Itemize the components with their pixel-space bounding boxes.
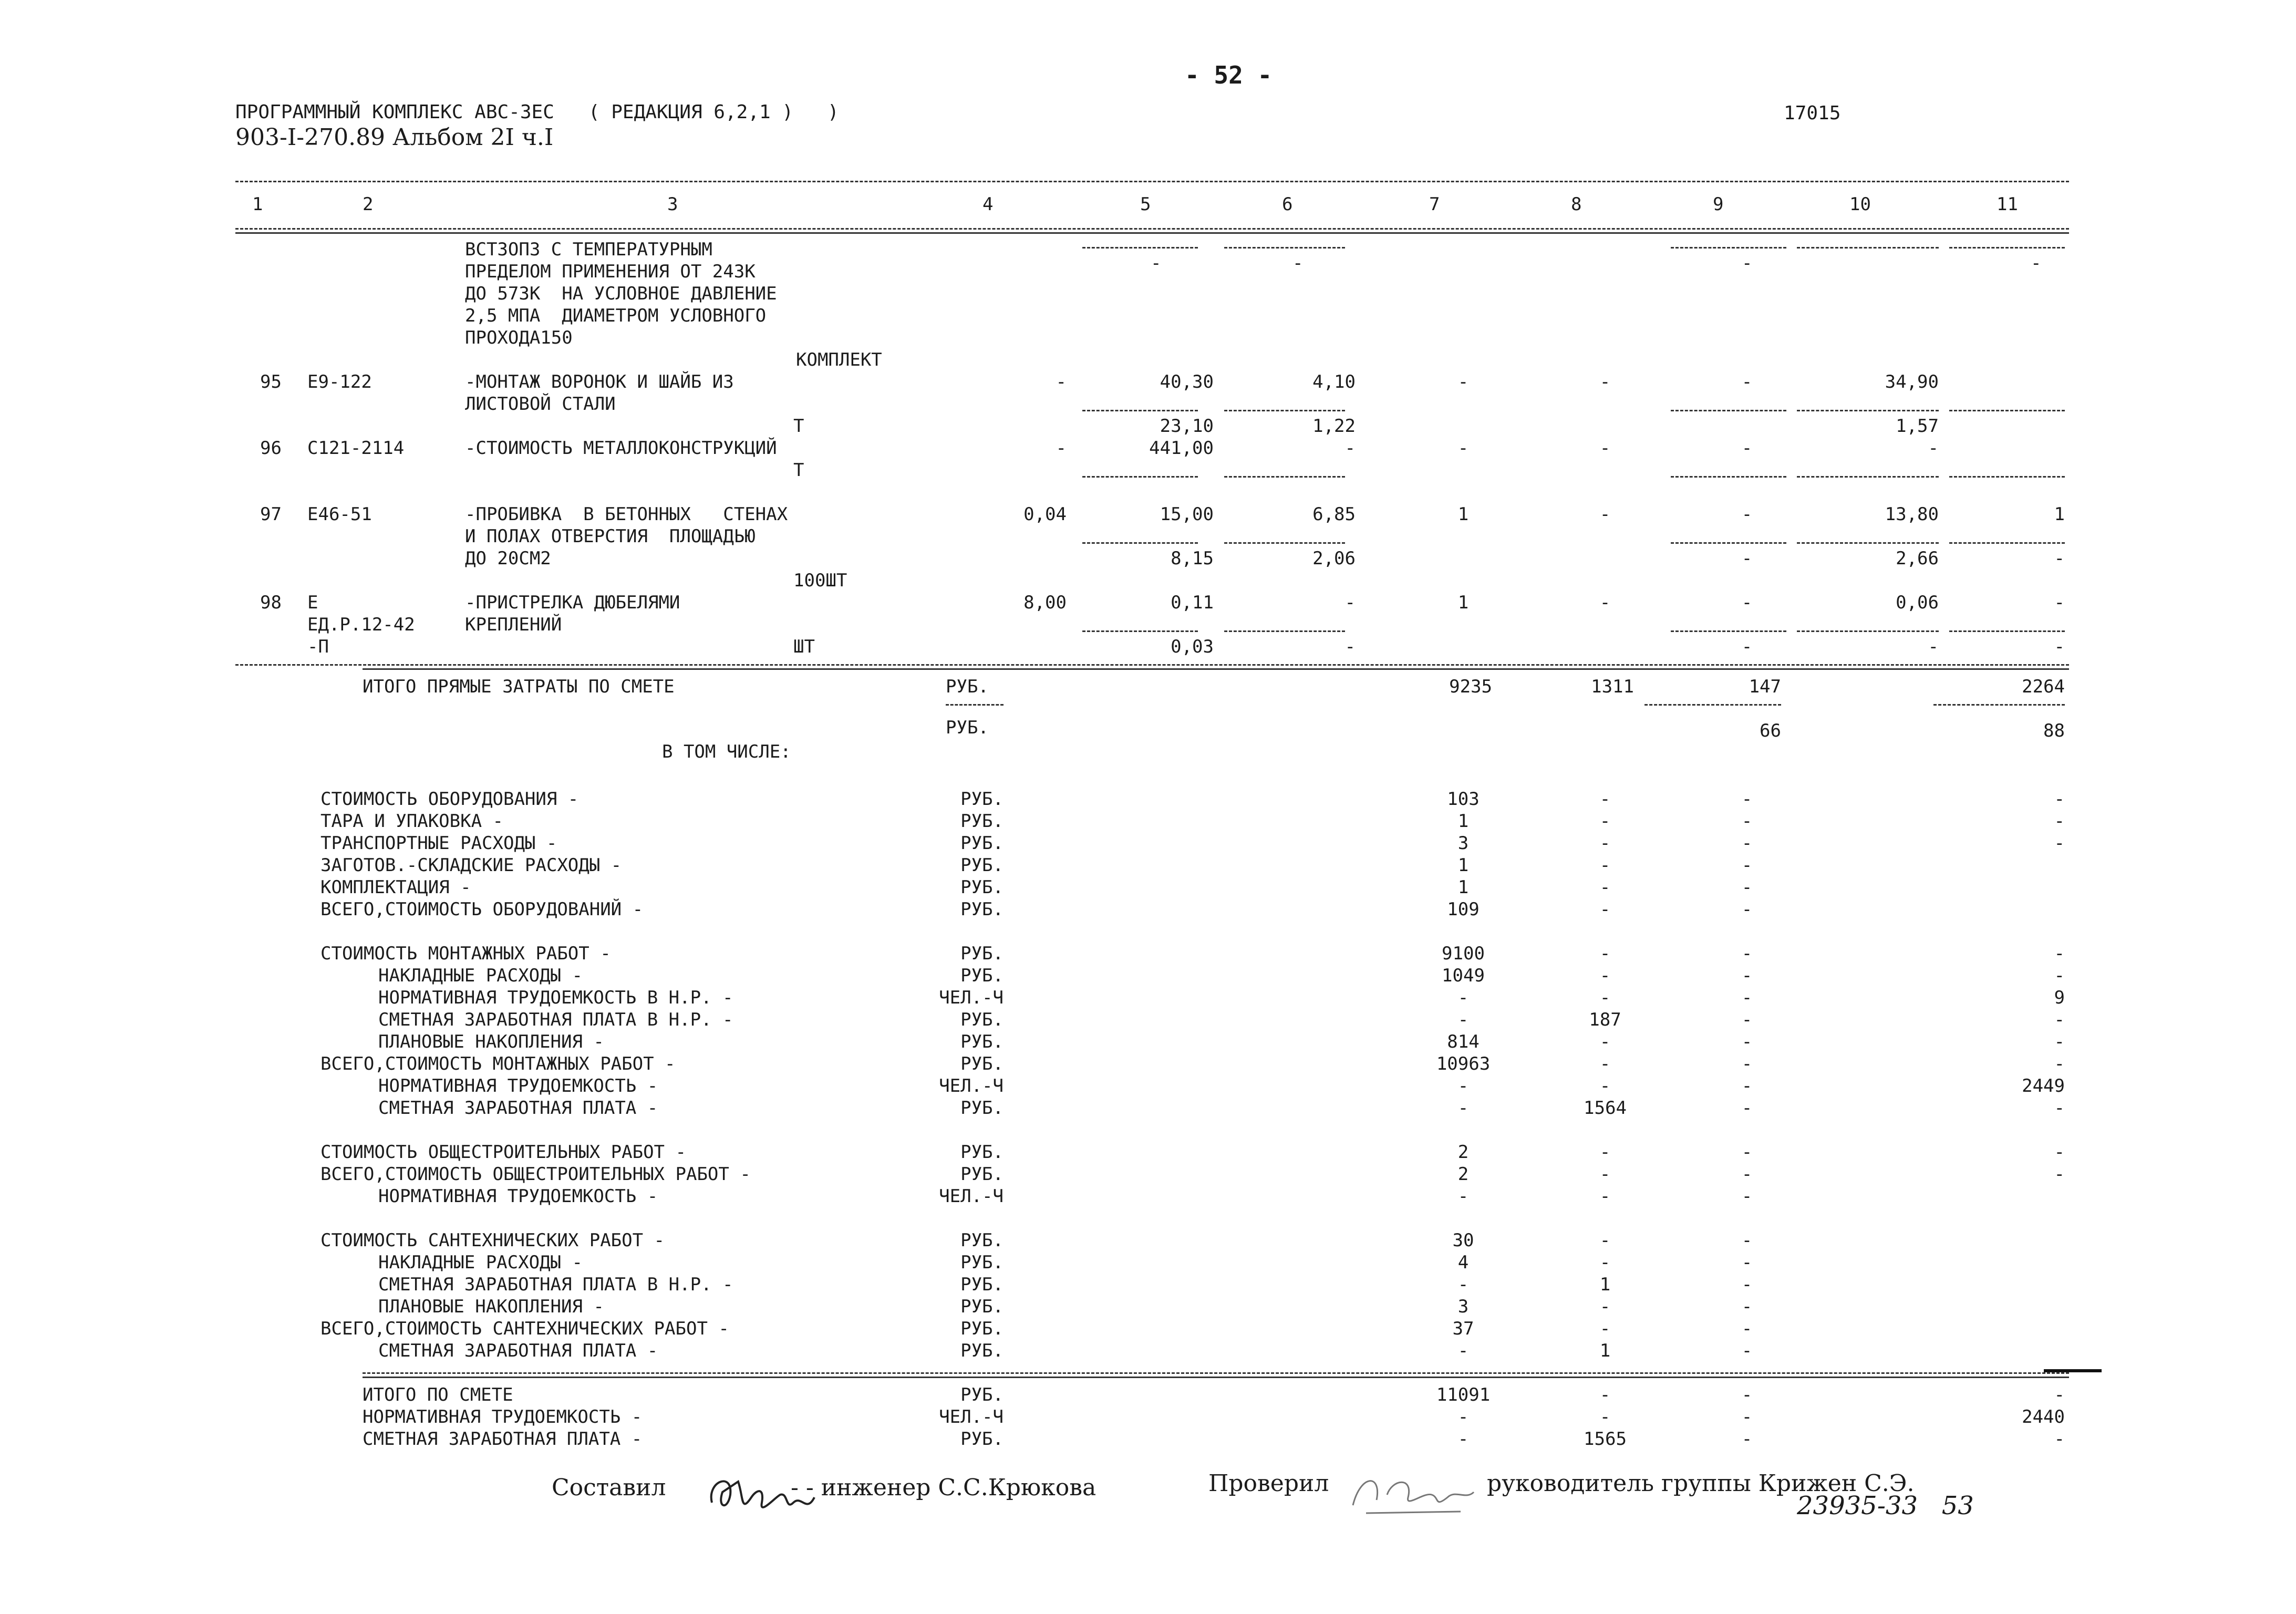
direct-costs-unit: РУБ. <box>946 676 989 697</box>
rule-items-end <box>235 664 2069 666</box>
cost-row-c7: - <box>1457 1340 1469 1361</box>
cost-row-c7: 1 <box>1457 855 1469 876</box>
cost-row-label: НОРМАТИВНАЯ ТРУДОЕМКОСТЬ - <box>378 1186 658 1207</box>
column-header-9: 9 <box>1713 194 1724 215</box>
cost-row-c8: - <box>1599 1186 1611 1207</box>
header-doc-code: 17015 <box>1784 102 1841 124</box>
cost-row-c11: - <box>2054 833 2065 854</box>
item-cell-c6: 4,10 <box>1312 371 1356 392</box>
item-cell-c7: 1 <box>1457 592 1469 613</box>
cost-row-c8: - <box>1599 987 1611 1008</box>
item-description-line: -МОНТАЖ ВОРОНОК И ШАЙБ ИЗ <box>465 371 734 392</box>
total-row-unit: РУБ. <box>960 1384 1004 1405</box>
item-description-line: ПРЕДЕЛОМ ПРИМЕНЕНИЯ ОТ 243К <box>465 261 756 282</box>
direct-costs-c11b: 88 <box>2043 720 2065 741</box>
item-description-line: И ПОЛАХ ОТВЕРСТИЯ ПЛОЩАДЬЮ <box>465 526 756 547</box>
total-row-label: ИТОГО ПО СМЕТЕ <box>363 1384 513 1405</box>
item-cell-c11: - <box>2054 636 2065 657</box>
item-cell-no: 97 <box>260 504 282 525</box>
cost-row-c11: - <box>2054 1031 2065 1052</box>
item-cell-c10: 34,90 <box>1885 371 1939 392</box>
direct-costs-c11: 2264 <box>2022 676 2065 697</box>
cost-row-unit: ЧЕЛ.-Ч <box>939 987 1004 1008</box>
cost-row-c8: - <box>1599 1296 1611 1317</box>
cost-row-label: ВСЕГО,СТОИМОСТЬ МОНТАЖНЫХ РАБОТ - <box>320 1053 676 1074</box>
cost-row-c8: - <box>1599 789 1611 810</box>
cost-row-label: ТРАНСПОРТНЫЕ РАСХОДЫ - <box>320 833 557 854</box>
rule-c9 <box>1671 247 1786 249</box>
cost-row-c11: 9 <box>2054 987 2065 1008</box>
cost-row-c7: - <box>1457 987 1469 1008</box>
signature-checked <box>1345 1463 1482 1521</box>
cost-row-label: СТОИМОСТЬ МОНТАЖНЫХ РАБОТ - <box>320 943 611 964</box>
cost-row-unit: ЧЕЛ.-Ч <box>939 1075 1004 1096</box>
rule-c11 <box>1949 247 2065 249</box>
total-row-unit: РУБ. <box>960 1429 1004 1450</box>
cost-row-c8: 1 <box>1599 1274 1611 1295</box>
cost-row-c9: - <box>1741 1009 1753 1030</box>
cost-row-label: ЗАГОТОВ.-СКЛАДСКИЕ РАСХОДЫ - <box>320 855 622 876</box>
total-row-c7: - <box>1457 1406 1469 1427</box>
rule-c11 <box>1949 476 2065 478</box>
cost-row-unit: РУБ. <box>960 877 1004 898</box>
cost-row-c9: - <box>1741 1230 1753 1251</box>
item-cell-no: 96 <box>260 438 282 459</box>
item-description-line: -ПРОБИВКА В БЕТОННЫХ СТЕНАХ <box>465 504 788 525</box>
item-cell-c10: - <box>1928 438 1939 459</box>
item-cell-c8: - <box>1599 504 1611 525</box>
rule-header-bottom <box>235 228 2069 230</box>
total-row-label: СМЕТНАЯ ЗАРАБОТНАЯ ПЛАТА - <box>363 1429 643 1450</box>
cost-row-c9: - <box>1741 811 1753 832</box>
cost-row-c8: - <box>1599 1318 1611 1339</box>
column-header-3: 3 <box>667 194 678 215</box>
item-cell-c7: - <box>1457 438 1469 459</box>
rule-c10 <box>1797 630 1939 632</box>
cost-row-c7: 109 <box>1447 899 1480 920</box>
total-row-c8: - <box>1599 1384 1611 1405</box>
cost-row-c7: 9100 <box>1442 943 1485 964</box>
item-cell-c9: - <box>1741 636 1753 657</box>
dash-mark: - <box>1151 253 1162 274</box>
rule-c5 <box>1082 247 1198 249</box>
cost-row-c11: - <box>2054 1098 2065 1119</box>
cost-row-unit: РУБ. <box>960 1296 1004 1317</box>
rule-c5 <box>1082 542 1198 544</box>
item-description-line: ШТ <box>793 636 815 657</box>
cost-row-c7: 103 <box>1447 789 1480 810</box>
cost-row-c9: - <box>1741 1075 1753 1096</box>
column-header-2: 2 <box>363 194 374 215</box>
item-description-line: Т <box>793 416 804 437</box>
cost-row-c8: - <box>1599 965 1611 986</box>
cost-row-c11: - <box>2054 1053 2065 1074</box>
item-cell-c4: 8,00 <box>1023 592 1067 613</box>
item-cell-c4: - <box>1056 371 1067 392</box>
cost-row-c9: - <box>1741 1053 1753 1074</box>
column-header-8: 8 <box>1571 194 1582 215</box>
cost-row-c11: - <box>2054 789 2065 810</box>
column-header-7: 7 <box>1429 194 1440 215</box>
item-cell-code: Е46-51 <box>307 504 372 525</box>
cost-row-c8: - <box>1599 855 1611 876</box>
total-row-c11: 2440 <box>2022 1406 2065 1427</box>
cost-row-unit: РУБ. <box>960 1098 1004 1119</box>
item-cell-c6: 2,06 <box>1312 548 1356 569</box>
cost-row-c7: 814 <box>1447 1031 1480 1052</box>
item-cell-c5: 441,00 <box>1149 438 1214 459</box>
header-program-title: ПРОГРАММНЫЙ КОМПЛЕКС АВС-3ЕС ( РЕДАКЦИЯ 6,2,1 ) ) <box>235 101 839 123</box>
cost-row-c8: - <box>1599 877 1611 898</box>
cost-row-c7: 1 <box>1457 811 1469 832</box>
cost-row-c9: - <box>1741 877 1753 898</box>
item-cell-c6: - <box>1344 438 1356 459</box>
direct-costs-c9: 147 <box>1749 676 1781 697</box>
rule-c6 <box>1224 410 1345 411</box>
total-row-unit: ЧЕЛ.-Ч <box>939 1406 1004 1427</box>
cost-row-c8: 1564 <box>1584 1098 1627 1119</box>
item-cell-c4: - <box>1056 438 1067 459</box>
rule-c5 <box>1082 410 1198 411</box>
rule-c5 <box>1082 630 1198 632</box>
direct-costs-c7: 9235 <box>1449 676 1492 697</box>
cost-row-label: СТОИМОСТЬ ОБОРУДОВАНИЯ - <box>320 789 579 810</box>
item-cell-c7: 1 <box>1457 504 1469 525</box>
item-cell-c5: 15,00 <box>1160 504 1214 525</box>
rule-c11 <box>1949 410 2065 411</box>
cost-row-c8: - <box>1599 1252 1611 1273</box>
cost-row-c7: 4 <box>1457 1252 1469 1273</box>
cost-row-unit: РУБ. <box>960 1230 1004 1251</box>
dash-mark: - <box>1292 253 1304 274</box>
item-cell-code: -П <box>307 636 329 657</box>
cost-row-c8: 187 <box>1589 1009 1621 1030</box>
cost-row-label: СМЕТНАЯ ЗАРАБОТНАЯ ПЛАТА - <box>378 1340 658 1361</box>
footer-checked-label: Проверил <box>1208 1470 1329 1497</box>
cost-row-c7: 1 <box>1457 877 1469 898</box>
total-row-c7: 11091 <box>1436 1384 1491 1405</box>
cost-row-unit: РУБ. <box>960 1031 1004 1052</box>
footer-compiled-label: Составил <box>552 1474 666 1501</box>
rule-direct-c9 <box>1645 704 1781 706</box>
cost-row-c8: - <box>1599 1164 1611 1185</box>
rule-c9 <box>1671 630 1786 632</box>
cost-row-c11: - <box>2054 965 2065 986</box>
cost-row-label: СТОИМОСТЬ САНТЕХНИЧЕСКИХ РАБОТ - <box>320 1230 665 1251</box>
cost-row-unit: РУБ. <box>960 1009 1004 1030</box>
rule-totals-thick <box>2044 1369 2102 1372</box>
cost-row-c7: 30 <box>1452 1230 1474 1251</box>
item-description-line: ЛИСТОВОЙ СТАЛИ <box>465 394 616 415</box>
cost-row-label: ПЛАНОВЫЕ НАКОПЛЕНИЯ - <box>378 1031 604 1052</box>
cost-row-c9: - <box>1741 1164 1753 1185</box>
item-description-line: -СТОИМОСТЬ МЕТАЛЛОКОНСТРУКЦИЙ <box>465 438 777 459</box>
cost-row-c8: - <box>1599 1075 1611 1096</box>
cost-row-c9: - <box>1741 855 1753 876</box>
item-description-line: 100ШТ <box>793 570 847 591</box>
total-row-label: НОРМАТИВНАЯ ТРУДОЕМКОСТЬ - <box>363 1406 643 1427</box>
item-description-line: Т <box>793 460 804 481</box>
total-row-c8: 1565 <box>1584 1429 1627 1450</box>
item-cell-c4: 0,04 <box>1023 504 1067 525</box>
cost-row-label: ПЛАНОВЫЕ НАКОПЛЕНИЯ - <box>378 1296 604 1317</box>
rule-c9 <box>1671 542 1786 544</box>
rule-top <box>235 181 2069 182</box>
rule-c5 <box>1082 476 1198 478</box>
item-cell-c9: - <box>1741 592 1753 613</box>
cost-row-label: НАКЛАДНЫЕ РАСХОДЫ - <box>378 1252 583 1273</box>
item-cell-c10: 1,57 <box>1896 416 1939 437</box>
column-header-10: 10 <box>1849 194 1871 215</box>
rule-c10 <box>1797 247 1939 249</box>
direct-costs-unit-2: РУБ. <box>946 717 989 738</box>
rule-header-bottom-2 <box>235 232 2069 234</box>
rule-direct-c11 <box>1933 704 2065 706</box>
item-cell-code: Е <box>307 592 318 613</box>
item-cell-c5: 0,11 <box>1171 592 1214 613</box>
rule-c6 <box>1224 630 1345 632</box>
item-cell-c5: 40,30 <box>1160 371 1214 392</box>
column-header-5: 5 <box>1140 194 1151 215</box>
header-project-code: 903-I-270.89 Альбом 2I ч.I <box>235 124 554 151</box>
item-description-line: КРЕПЛЕНИЙ <box>465 614 562 635</box>
cost-row-label: КОМПЛЕКТАЦИЯ - <box>320 877 471 898</box>
cost-row-label: ВСЕГО,СТОИМОСТЬ ОБЩЕСТРОИТЕЛЬНЫХ РАБОТ - <box>320 1164 751 1185</box>
footer-ref: 23935-33 53 <box>1797 1491 1974 1520</box>
item-cell-c8: - <box>1599 371 1611 392</box>
item-description-line: КОМПЛЕКТ <box>796 349 882 370</box>
cost-row-c9: - <box>1741 1031 1753 1052</box>
cost-row-unit: РУБ. <box>960 1164 1004 1185</box>
cost-row-c8: - <box>1599 1230 1611 1251</box>
cost-row-c9: - <box>1741 965 1753 986</box>
cost-row-unit: РУБ. <box>960 811 1004 832</box>
item-cell-c8: - <box>1599 592 1611 613</box>
cost-row-c9: - <box>1741 1318 1753 1339</box>
footer-checked-role: руководитель группы Крижен С.Э. <box>1487 1470 1915 1497</box>
cost-row-label: СМЕТНАЯ ЗАРАБОТНАЯ ПЛАТА В Н.Р. - <box>378 1009 733 1030</box>
cost-row-label: НАКЛАДНЫЕ РАСХОДЫ - <box>378 965 583 986</box>
item-cell-c5: 8,15 <box>1171 548 1214 569</box>
cost-row-c9: - <box>1741 943 1753 964</box>
cost-row-c8: - <box>1599 1031 1611 1052</box>
including-label: В ТОМ ЧИСЛЕ: <box>662 741 791 762</box>
cost-row-c9: - <box>1741 1142 1753 1163</box>
cost-row-c9: - <box>1741 899 1753 920</box>
item-cell-c11: 1 <box>2054 504 2065 525</box>
rule-direct-unit <box>946 704 1004 706</box>
rule-c10 <box>1797 410 1939 411</box>
cost-row-unit: РУБ. <box>960 1340 1004 1361</box>
item-cell-c9: - <box>1741 548 1753 569</box>
cost-row-c11: - <box>2054 811 2065 832</box>
item-cell-c9: - <box>1741 504 1753 525</box>
item-description-line: ПРОХОДА150 <box>465 327 573 348</box>
rule-totals-top <box>363 1372 2069 1374</box>
item-cell-no: 98 <box>260 592 282 613</box>
cost-row-label: СМЕТНАЯ ЗАРАБОТНАЯ ПЛАТА - <box>378 1098 658 1119</box>
rule-c9 <box>1671 410 1786 411</box>
cost-row-unit: РУБ. <box>960 1053 1004 1074</box>
total-row-c9: - <box>1741 1429 1753 1450</box>
item-cell-c10: 13,80 <box>1885 504 1939 525</box>
item-description-line: 2,5 МПА ДИАМЕТРОМ УСЛОВНОГО <box>465 305 767 326</box>
rule-c11 <box>1949 630 2065 632</box>
cost-row-label: СМЕТНАЯ ЗАРАБОТНАЯ ПЛАТА В Н.Р. - <box>378 1274 733 1295</box>
cost-row-label: ВСЕГО,СТОИМОСТЬ ОБОРУДОВАНИЙ - <box>320 899 644 920</box>
item-cell-c5: 0,03 <box>1171 636 1214 657</box>
cost-row-c8: - <box>1599 1053 1611 1074</box>
cost-row-c8: - <box>1599 833 1611 854</box>
cost-row-unit: ЧЕЛ.-Ч <box>939 1186 1004 1207</box>
cost-row-label: СТОИМОСТЬ ОБЩЕСТРОИТЕЛЬНЫХ РАБОТ - <box>320 1142 686 1163</box>
cost-row-c7: - <box>1457 1274 1469 1295</box>
column-header-4: 4 <box>982 194 994 215</box>
cost-row-c9: - <box>1741 987 1753 1008</box>
cost-row-c11: - <box>2054 1164 2065 1185</box>
column-header-1: 1 <box>252 194 263 215</box>
cost-row-c9: - <box>1741 1340 1753 1361</box>
cost-row-c7: - <box>1457 1075 1469 1096</box>
cost-row-c11: 2449 <box>2022 1075 2065 1096</box>
cost-row-c7: 1049 <box>1442 965 1485 986</box>
item-cell-c10: 2,66 <box>1896 548 1939 569</box>
item-cell-code: ЕД.Р.12-42 <box>307 614 415 635</box>
item-cell-c10: 0,06 <box>1896 592 1939 613</box>
cost-row-c8: - <box>1599 899 1611 920</box>
item-cell-c6: 1,22 <box>1312 416 1356 437</box>
cost-row-unit: РУБ. <box>960 943 1004 964</box>
dash-mark: - <box>2031 253 2042 274</box>
cost-row-unit: РУБ. <box>960 1318 1004 1339</box>
cost-row-c7: - <box>1457 1009 1469 1030</box>
cost-row-c9: - <box>1741 789 1753 810</box>
rule-c10 <box>1797 476 1939 478</box>
total-row-c9: - <box>1741 1406 1753 1427</box>
cost-row-c11: - <box>2054 1009 2065 1030</box>
rule-totals-top-2 <box>363 1377 2069 1378</box>
cost-row-label: НОРМАТИВНАЯ ТРУДОЕМКОСТЬ - <box>378 1075 658 1096</box>
rule-c10 <box>1797 542 1939 544</box>
cost-row-c7: - <box>1457 1186 1469 1207</box>
column-header-6: 6 <box>1282 194 1293 215</box>
cost-row-label: ТАРА И УПАКОВКА - <box>320 811 503 832</box>
cost-row-unit: РУБ. <box>960 789 1004 810</box>
cost-row-unit: РУБ. <box>960 1274 1004 1295</box>
cost-row-unit: РУБ. <box>960 1252 1004 1273</box>
item-description-line: ДО 20СМ2 <box>465 548 551 569</box>
cost-row-c9: - <box>1741 833 1753 854</box>
item-cell-c8: - <box>1599 438 1611 459</box>
cost-row-c8: - <box>1599 811 1611 832</box>
item-cell-c9: - <box>1741 438 1753 459</box>
total-row-c11: - <box>2054 1384 2065 1405</box>
footer-compiled-role: - - инженер С.С.Крюкова <box>791 1474 1097 1501</box>
cost-row-unit: РУБ. <box>960 855 1004 876</box>
cost-row-unit: РУБ. <box>960 965 1004 986</box>
cost-row-c9: - <box>1741 1252 1753 1273</box>
direct-costs-label: ИТОГО ПРЯМЫЕ ЗАТРАТЫ ПО СМЕТЕ <box>363 676 675 697</box>
rule-c6 <box>1224 542 1345 544</box>
cost-row-unit: РУБ. <box>960 1142 1004 1163</box>
item-cell-code: Е9-122 <box>307 371 372 392</box>
dash-mark: - <box>1742 253 1753 274</box>
cost-row-c8: - <box>1599 1142 1611 1163</box>
item-cell-c9: - <box>1741 371 1753 392</box>
cost-row-c7: 3 <box>1457 833 1469 854</box>
item-description-line: -ПРИСТРЕЛКА ДЮБЕЛЯМИ <box>465 592 680 613</box>
cost-row-c7: 10963 <box>1436 1053 1491 1074</box>
direct-costs-c9b: 66 <box>1760 720 1781 741</box>
cost-row-c9: - <box>1741 1098 1753 1119</box>
item-cell-c6: - <box>1344 592 1356 613</box>
rule-items-end-2 <box>363 668 2069 670</box>
cost-row-c9: - <box>1741 1186 1753 1207</box>
rule-c6 <box>1224 247 1345 249</box>
cost-row-c11: - <box>2054 1142 2065 1163</box>
cost-row-unit: РУБ. <box>960 833 1004 854</box>
cost-row-c7: 37 <box>1452 1318 1474 1339</box>
column-header-11: 11 <box>1997 194 2018 215</box>
item-cell-c6: 6,85 <box>1312 504 1356 525</box>
item-description-line: ВСТЗОПЗ С ТЕМПЕРАТУРНЫМ <box>465 239 712 260</box>
item-cell-c10: - <box>1928 636 1939 657</box>
item-cell-c11: - <box>2054 592 2065 613</box>
cost-row-c7: 2 <box>1457 1142 1469 1163</box>
item-cell-c11: - <box>2054 548 2065 569</box>
cost-row-unit: РУБ. <box>960 899 1004 920</box>
direct-costs-c8: 1311 <box>1591 676 1634 697</box>
cost-row-c8: 1 <box>1599 1340 1611 1361</box>
item-cell-no: 95 <box>260 371 282 392</box>
cost-row-c9: - <box>1741 1296 1753 1317</box>
item-cell-c6: - <box>1344 636 1356 657</box>
cost-row-c7: - <box>1457 1098 1469 1119</box>
total-row-c11: - <box>2054 1429 2065 1450</box>
cost-row-c11: - <box>2054 943 2065 964</box>
cost-row-label: НОРМАТИВНАЯ ТРУДОЕМКОСТЬ В Н.Р. - <box>378 987 733 1008</box>
cost-row-c7: 2 <box>1457 1164 1469 1185</box>
total-row-c7: - <box>1457 1429 1469 1450</box>
item-cell-c7: - <box>1457 371 1469 392</box>
page-number: - 52 - <box>1185 61 1273 89</box>
rule-c9 <box>1671 476 1786 478</box>
cost-row-c8: - <box>1599 943 1611 964</box>
item-cell-c5: 23,10 <box>1160 416 1214 437</box>
cost-row-label: ВСЕГО,СТОИМОСТЬ САНТЕХНИЧЕСКИХ РАБОТ - <box>320 1318 729 1339</box>
rule-c6 <box>1224 476 1345 478</box>
total-row-c8: - <box>1599 1406 1611 1427</box>
cost-row-c9: - <box>1741 1274 1753 1295</box>
item-cell-code: С121-2114 <box>307 438 405 459</box>
total-row-c9: - <box>1741 1384 1753 1405</box>
cost-row-c7: 3 <box>1457 1296 1469 1317</box>
rule-c11 <box>1949 542 2065 544</box>
item-description-line: ДО 573К НА УСЛОВНОЕ ДАВЛЕНИЕ <box>465 283 777 304</box>
